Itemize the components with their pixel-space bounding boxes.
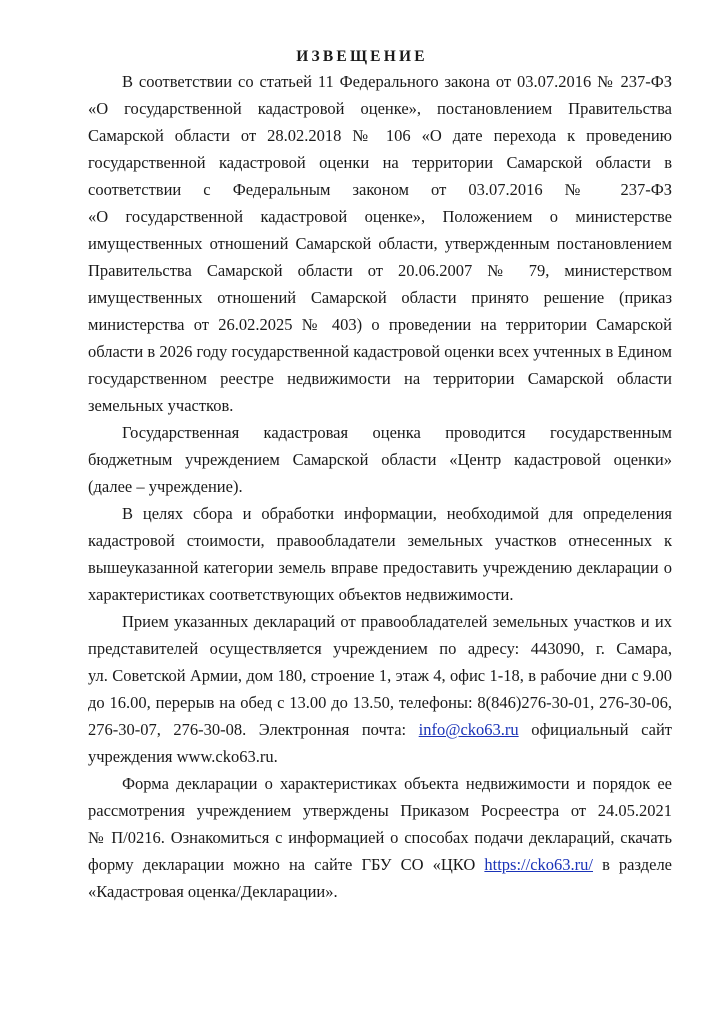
paragraph-1-line: земельных участков. <box>88 396 234 415</box>
paragraph-4-line: ул. Советской Армии, дом 180, строение 1, этаж 4, офис 1-18, в рабочие дни с 9.00 <box>88 666 672 685</box>
site-line-suffix: в разделе <box>602 855 673 874</box>
paragraph-4-email-line <box>88 718 672 742</box>
paragraph-4-line: представителей осуществляется учреждением по адресу: 443090, г. Самара, <box>88 639 672 658</box>
paragraph-1-line: имущественных отношений Самарской области, утвержденным постановлением <box>88 234 672 253</box>
paragraph-2-line: бюджетным учреждением Самарской области «Центр кадастровой оценки» <box>88 450 672 469</box>
paragraph-1-line: государственном реестре недвижимости на территории Самарской области <box>88 369 672 388</box>
paragraph-1-line: государственной кадастровой оценки на территории Самарской области в <box>88 153 672 172</box>
paragraph-5-line: «Кадастровая оценка/Декларации». <box>88 882 338 901</box>
paragraph-1-line: «О государственной кадастровой оценке», постановлением Правительства <box>88 99 672 118</box>
paragraph-1-line: Самарской области от 28.02.2018 № 106 «О дате перехода к проведению <box>88 126 672 145</box>
paragraph-5-line: рассмотрения учреждением утверждены Приказом Росреестра от 24.05.2021 <box>88 801 672 820</box>
paragraph-1-line: области в 2026 году государственной кадастровой оценки всех учтенных в Едином <box>88 342 672 361</box>
paragraph-5-site-line <box>88 853 672 877</box>
site-line-prefix: форму декларации можно на сайте ГБУ СО «ЦКО <box>88 855 476 874</box>
paragraph-1-line: министерства от 26.02.2025 № 403) о проведении на территории Самарской <box>88 315 672 334</box>
paragraph-4-line: до 16.00, перерыв на обед с 13.00 до 13.50, телефоны: 8(846)276-30-01, 276-30-06, <box>88 693 672 712</box>
paragraph-1-line: «О государственной кадастровой оценке», Положением о министерстве <box>88 207 672 226</box>
paragraph-1-line: имущественных отношений Самарской области принято решение (приказ <box>88 288 672 307</box>
paragraph-3-line: вышеуказанной категории земель вправе предоставить учреждению декларации о <box>88 558 672 577</box>
paragraph-3-line: В целях сбора и обработки информации, необходимой для определения <box>122 504 672 523</box>
site-link[interactable]: https://cko63.ru/ <box>484 855 593 874</box>
paragraph-2-line: Государственная кадастровая оценка проводится государственным <box>122 423 672 442</box>
paragraph-1-line: соответствии с Федеральным законом от 03.07.2016 № 237-ФЗ <box>88 180 672 199</box>
email-line-prefix: 276-30-07, 276-30-08. Электронная почта: <box>88 720 407 739</box>
email-link[interactable]: info@cko63.ru <box>418 720 519 739</box>
email-line-suffix: официальный сайт <box>531 720 673 739</box>
paragraph-3-line: кадастровой стоимости, правообладатели земельных участков отнесенных к <box>88 531 672 550</box>
paragraph-1-line: В соответствии со статьей 11 Федерального закона от 03.07.2016 № 237-ФЗ <box>122 72 672 91</box>
notice-title: ИЗВЕЩЕНИЕ <box>296 48 428 65</box>
paragraph-5-line: Форма декларации о характеристиках объекта недвижимости и порядок ее <box>122 774 672 793</box>
paragraph-4-line: Прием указанных деклараций от правообладателей земельных участков и их <box>122 612 672 631</box>
paragraph-5-line: № П/0216. Ознакомиться с информацией о способах подачи деклараций, скачать <box>88 828 672 847</box>
paragraph-3-line: характеристиках соответствующих объектов недвижимости. <box>88 585 514 604</box>
paragraph-2-line: (далее – учреждение). <box>88 477 243 496</box>
paragraph-4-line: учреждения www.cko63.ru. <box>88 747 278 766</box>
paragraph-1-line: Правительства Самарской области от 20.06.2007 № 79, министерством <box>88 261 672 280</box>
